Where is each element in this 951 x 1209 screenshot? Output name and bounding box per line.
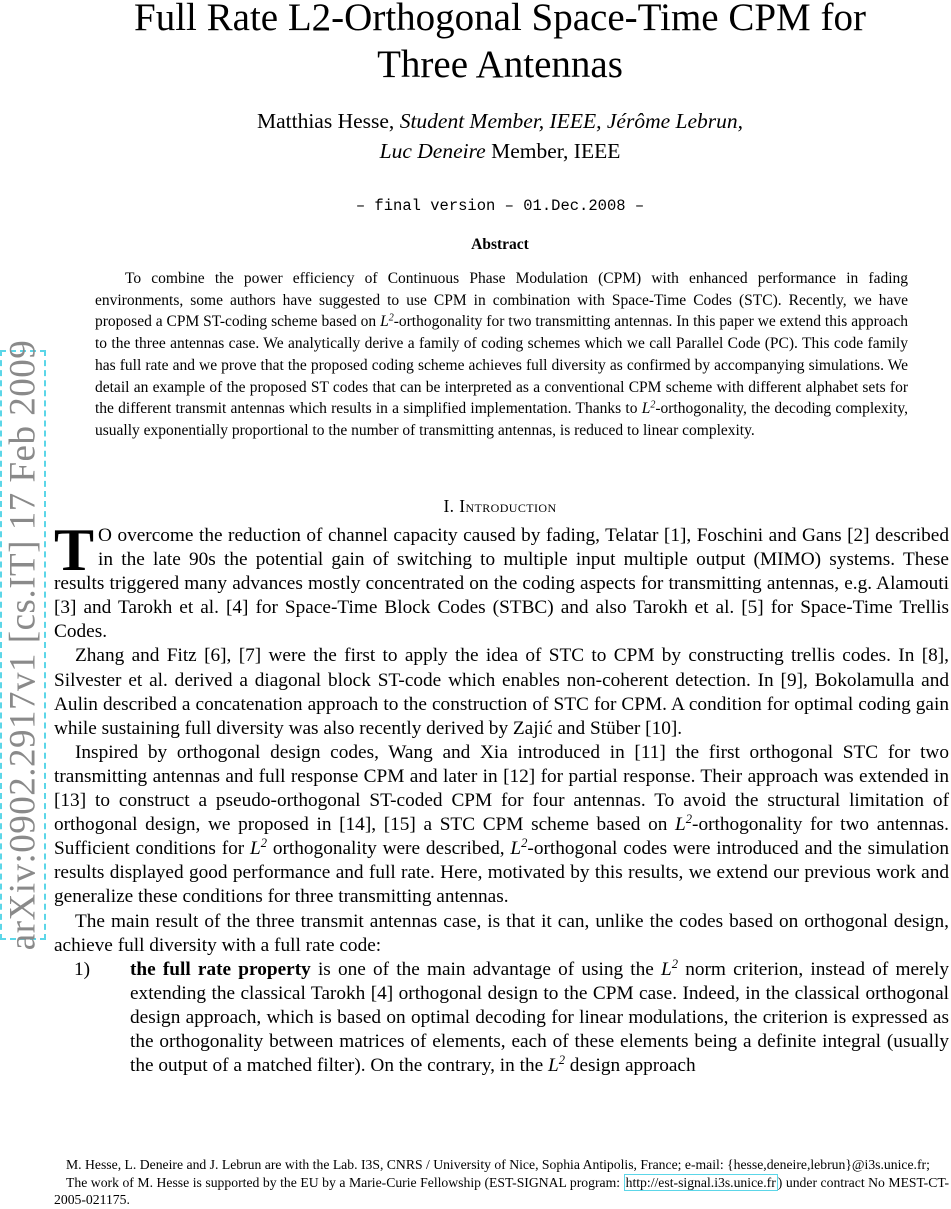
list-item-bold-term: the full rate property: [130, 958, 311, 980]
abstract-body: [95, 268, 908, 442]
section-heading-introduction: I. Introduction: [443, 496, 557, 516]
funding-url-link[interactable]: http://est-signal.i3s.unice.fr: [625, 1174, 776, 1190]
author-line-1: [60, 106, 940, 136]
list-item-number: 1): [74, 958, 91, 980]
math-l2: $L^2$: [675, 812, 693, 836]
author-name-hesse: Matthias Hesse,: [256, 109, 400, 133]
author-line-2: [60, 136, 940, 166]
author-role-hesse: Student Member, IEEE, Jérôme Lebrun,: [399, 109, 744, 133]
intro-paragraph-3: Inspired by orthogonal design codes, Wang and Xia introduced in [11] the first orthogonal STC for two transmitting antennas and full response CPM and later in [12] for partial response. Their approach was extended in [13] to construct a pseudo-orthogonal ST-coded CPM for four antennas. To avoid the structural limitation of orthogonal design, we proposed in [14], [15] a STC CPM scheme based on $L^2$-orthogonality for two antennas. Sufficient conditions for $L^2$ orthogonality were described, $L^2$-orthogonal codes were introduced and the simulation results displayed good performance and full rate. Here, motivated by this results, we extend our previous work and generalize these conditions for three transmitting antennas.: [54, 741, 949, 908]
intro-paragraph-1: T O overcome the reduction of channel capacity caused by fading, Telatar [1], Foschini and Gans [2] described in the late 90s the potential gain of switching to multiple input multiple output (MIMO) systems. These results triggered many advances mostly concentrated on the coding aspects for transmitting antennas, e.g. Alamouti [3] and Tarokh et al. [4] for Space-Time Block Codes (STBC) and also Tarokh et al. [5] for Space-Time Trellis Codes.: [54, 517, 949, 643]
title-line-1: Full Rate L2-Orthogonal Space-Time CPM for: [134, 0, 866, 39]
abstract-text-3: -orthogonality, the decoding complexity, usually exponentially proportional to the number of transmitting antennas, is reduced to linear complexity.: [95, 400, 908, 439]
intro-paragraph-2: Zhang and Fitz [6], [7] were the first to apply the idea of STC to CPM by constructing trellis codes. In [8], Silvester et al. derived a diagonal block ST-code which enables non-coherent detection. In [9], Bokolamulla and Aulin described a concatenation approach to the construction of STC for CPM. A condition for optimal coding gain while sustaining full diversity was also recently derived by Zajić and Stüber [10].: [54, 645, 949, 739]
math-l2: $L^2$: [661, 956, 679, 980]
list-item: 1) the full rate property is one of the main advantage of using the $L^2$ norm criterion, instead of merely extending the classical Tarokh [4] orthogonal design to the CPM case. Indeed, in the classical orthogonal design approach, which is based on optimal decoding for linear modulations, the criterion is expressed as the orthogonality between matrices of elements, each of these elements being a definite integral (usually the output of a matched filter). On the contrary, in the $L^2$ design approach: [74, 956, 949, 1077]
version-line: – final version – 01.Dec.2008 –: [355, 197, 645, 215]
math-l2: $L^2$: [380, 312, 394, 331]
footnote: [54, 1156, 949, 1209]
abstract-text-1: To combine the power efficiency of Continuous Phase Modulation (CPM) with enhanced performance in fading environments, some authors have suggested to use CPM in combination with Space-Time Codes (STC). Recently, we have proposed a CPM ST-coding scheme based on: [95, 270, 908, 331]
author-role-deneire: Member, IEEE: [485, 139, 621, 163]
intro-paragraph-4: The main result of the three transmit antennas case, is that it can, unlike the codes based on orthogonal design, achieve full diversity with a full rate code:: [54, 910, 949, 956]
author-name-deneire: Luc Deneire: [379, 139, 486, 163]
title-line-2: Three Antennas: [377, 43, 623, 86]
arxiv-identifier: arXiv:0902.2917v1 [cs.IT] 17 Feb 2009: [2, 339, 44, 951]
math-l2: $L^2$: [250, 836, 268, 860]
paper-title: [60, 0, 940, 88]
author-block: [60, 106, 940, 166]
math-l2: $L^2$: [547, 1053, 565, 1077]
abstract-heading: Abstract: [471, 236, 529, 253]
footnote-affiliation: M. Hesse, L. Deneire and J. Lebrun are with the Lab. I3S, CNRS / University of Nice, Sophia Antipolis, France; e-mail: {hesse,deneire,lebrun}@i3s.unice.fr;: [66, 1157, 930, 1172]
contribution-list: [54, 958, 949, 1078]
introduction-body: [54, 517, 949, 1078]
drop-cap: T: [54, 517, 95, 583]
arxiv-sidebar-stamp: [0, 339, 46, 951]
math-l2: $L^2$: [510, 836, 528, 860]
footnote-funding: The work of M. Hesse is supported by the EU by a Marie-Curie Fellowship (EST-SIGNAL program: http://est-signal.i3s.unice.fr ) under contract No MEST-CT-2005-021175.: [54, 1174, 950, 1207]
abstract-text-2: -orthogonality for two transmitting antennas. In this paper we extend this approach to the three antennas case. We analytically derive a family of coding schemes which we call Parallel Code (PC). This code family has full rate and we prove that the proposed coding scheme achieves full diversity as confirmed by accompanying simulations. We detail an example of the proposed ST codes that can be interpreted as a conventional CPM scheme with different alphabet sets for the different transmit antennas which results in a simplified implementation. Thanks to: [95, 313, 908, 418]
math-l2: $L^2$: [641, 399, 656, 418]
